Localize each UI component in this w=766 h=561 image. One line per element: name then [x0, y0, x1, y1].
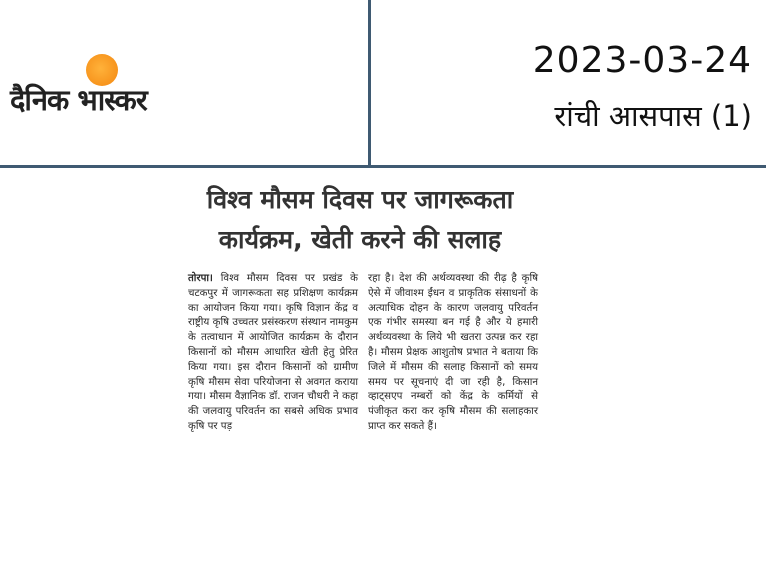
column-1-text: विश्व मौसम दिवस पर प्रखंड के चटकपुर में जागरूकता सह प्रशिक्षण कार्यक्रम का आयोजन किया गया। कृषि विज्ञान केंद्र व राष्ट्रीय कृषि उच्चतर प्रसंस्करण संस्थान नामकुम के तत्वाधान में आयोजित कार्यक्रम के दौरान किसानों को मौसम आधारित खेती हेतु प्रेरित किया गया। इस दौरान किसानों को ग्रामीण कृषि मौसम सेवा परियोजना से अवगत कराया गया। मौसम वैज्ञानिक डॉ. राजन चौधरी ने कहा की जलवायु परिवर्तन का सबसे अधिक प्रभाव कृषि पर पड़ [188, 273, 358, 432]
news-clipping [180, 180, 540, 520]
edition-date: 2023-03-24 [532, 40, 752, 81]
logo-wordmark: दैनिक भास्कर [10, 83, 147, 117]
article-column-1 [188, 272, 358, 435]
dainik-bhaskar-logo [10, 52, 195, 122]
edition-section: रांची आसपास (1) [554, 99, 752, 133]
article-body [188, 272, 538, 435]
headline-line-2: कार्यक्रम, खेती करने की सलाह [218, 225, 502, 254]
page-header [0, 0, 766, 168]
headline-line-1: विश्व मौसम दिवस पर जागरूकता [206, 185, 514, 214]
header-divider [368, 0, 371, 168]
article-headline [180, 180, 540, 260]
article-dateline: तोरपा। [188, 273, 213, 284]
article-column-2: रहा है। देश की अर्थव्यवस्था की रीढ़ है कृषि ऐसे में जीवाश्म ईंधन व प्राकृतिक संसाधनों के अत्याधिक दोहन के कारण जलवायु परिवर्तन एक गंभीर समस्या बन गई है और ये हमारी अर्थव्यवस्था के लिये भी खतरा उत्पन्न कर रहा है। मौसम प्रेक्षक आशुतोष प्रभात ने बताया कि जिले में मौसम की सलाह किसानों को समय समय पर सूचनाएं दी जा रही है, किसान व्हाट्सएप नम्बरों को केंद्र के कर्मियों से पंजीकृत करा कर कृषि मौसम की सलाहकार प्राप्त कर सकते हैं। [368, 273, 538, 432]
